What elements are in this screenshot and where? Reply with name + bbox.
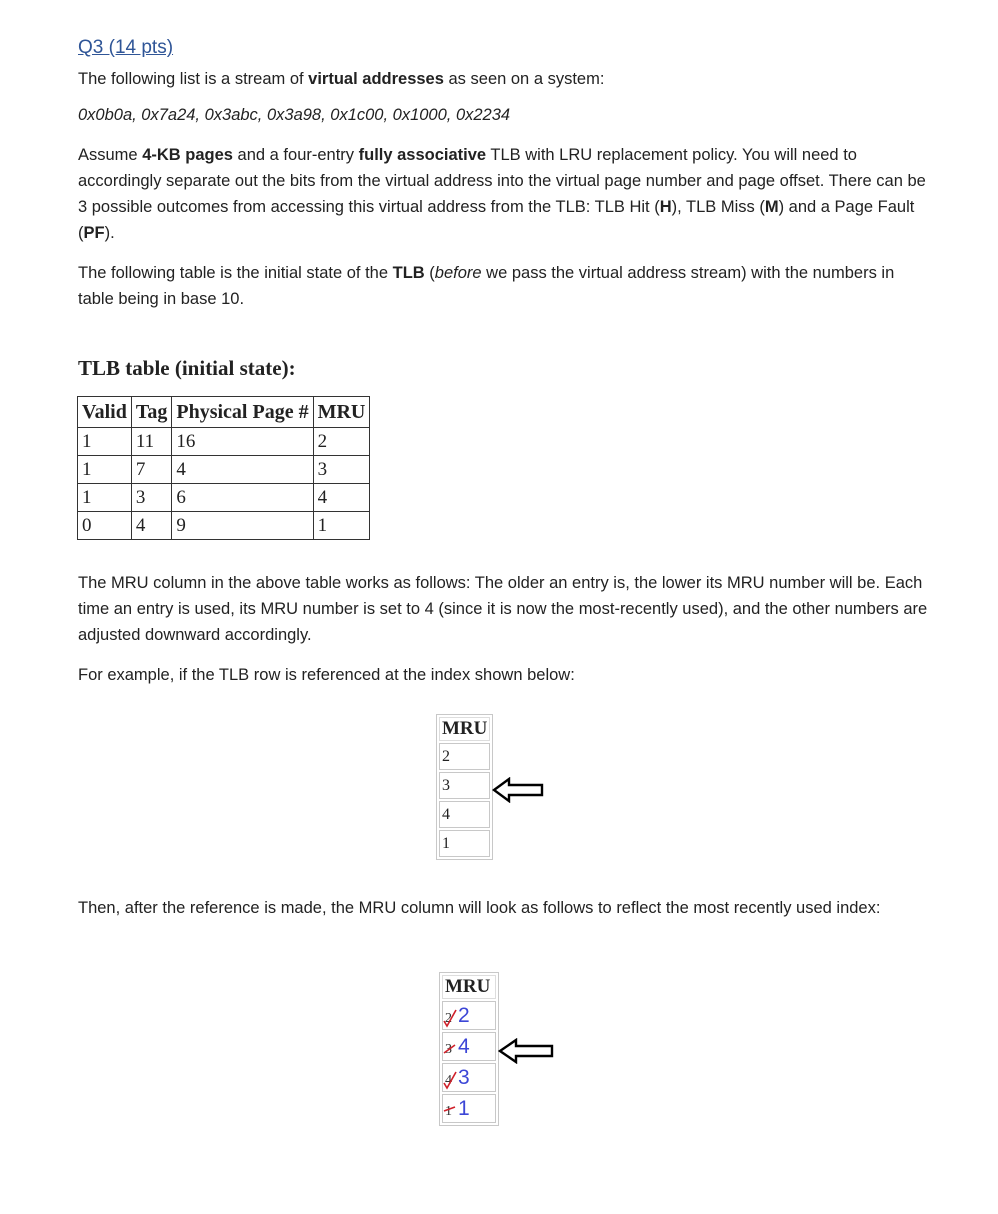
mru-explanation: The MRU column in the above table works as follows: The older an entry is, the lower its MRU number will be. Each time an entry is used, its MRU number is set to 4 (since it is now the most-recently used), and the other numbers are adjusted downward accordingly. [78,574,928,644]
mru-cell [442,1063,496,1092]
cell-mru: 4 [313,484,370,512]
cell-valid: 1 [78,456,132,484]
cell-valid: 1 [78,428,132,456]
new-value: 4 [458,1034,470,1058]
old-value-struck: 4 [445,1073,452,1088]
mru-cell [442,1032,496,1061]
after-text: Then, after the reference is made, the MRU column will look as follows to reflect the most recently used index: [78,899,881,917]
arrow-left-icon [492,777,544,803]
mru-cell: 3 [439,772,490,799]
cell-physical-page: 9 [172,512,313,540]
mru-cell [442,1001,496,1030]
new-value: 3 [458,1065,470,1089]
cell-mru: 1 [313,512,370,540]
old-value-struck: 2 [445,1011,452,1026]
col-valid: Valid [78,397,132,428]
mru-header: MRU [442,975,496,999]
cell-mru: 2 [313,428,370,456]
table-row [78,456,370,484]
old-value-struck: 3 [445,1042,452,1057]
example-intro: For example, if the TLB row is referenced at the index shown below: [78,666,575,684]
tlb-table [77,396,370,540]
assumption-paragraph: Assume 4-KB pages and a four-entry fully associative TLB with LRU replacement policy. You will need to accordingly separate out the bits from the virtual address into the virtual page number and page offset. There can be 3 possible outcomes from accessing this virtual address from the TLB: TLB Hit (H), TLB Miss (M) and a Page Fault (PF). [78,146,926,242]
old-value-struck: 1 [445,1104,452,1119]
col-tag: Tag [131,397,172,428]
mru-cell: 4 [439,801,490,828]
mru-cell [442,1094,496,1123]
address-stream: 0x0b0a, 0x7a24, 0x3abc, 0x3a98, 0x1c00, 0x1000, 0x2234 [78,106,511,124]
table-row [78,512,370,540]
col-physical-page: Physical Page # [172,397,313,428]
intro-paragraph: The following list is a stream of virtual addresses as seen on a system: [78,70,605,88]
cell-physical-page: 4 [172,456,313,484]
tlb-heading: TLB table (initial state): [78,356,296,380]
cell-tag: 3 [131,484,172,512]
question-body [78,36,928,312]
cell-tag: 7 [131,456,172,484]
new-value: 1 [458,1096,470,1120]
mru-after-table [439,972,499,1126]
cell-physical-page: 16 [172,428,313,456]
table-intro-paragraph: The following table is the initial state of the TLB (before we pass the virtual address stream) with the numbers in table being in base 10. [78,264,895,308]
col-mru: MRU [313,397,370,428]
arrow-left-icon [498,1038,554,1064]
cell-tag: 11 [131,428,172,456]
cell-valid: 0 [78,512,132,540]
cell-physical-page: 6 [172,484,313,512]
mru-cell: 2 [439,743,490,770]
new-value: 2 [458,1003,470,1027]
cell-mru: 3 [313,456,370,484]
tlb-header-row [78,397,370,428]
cell-tag: 4 [131,512,172,540]
table-row [78,428,370,456]
question-title: Q3 (14 pts) [78,37,174,58]
mru-cell: 1 [439,830,490,857]
table-row [78,484,370,512]
mru-before-table [436,714,493,860]
mru-header: MRU [439,717,490,741]
cell-valid: 1 [78,484,132,512]
